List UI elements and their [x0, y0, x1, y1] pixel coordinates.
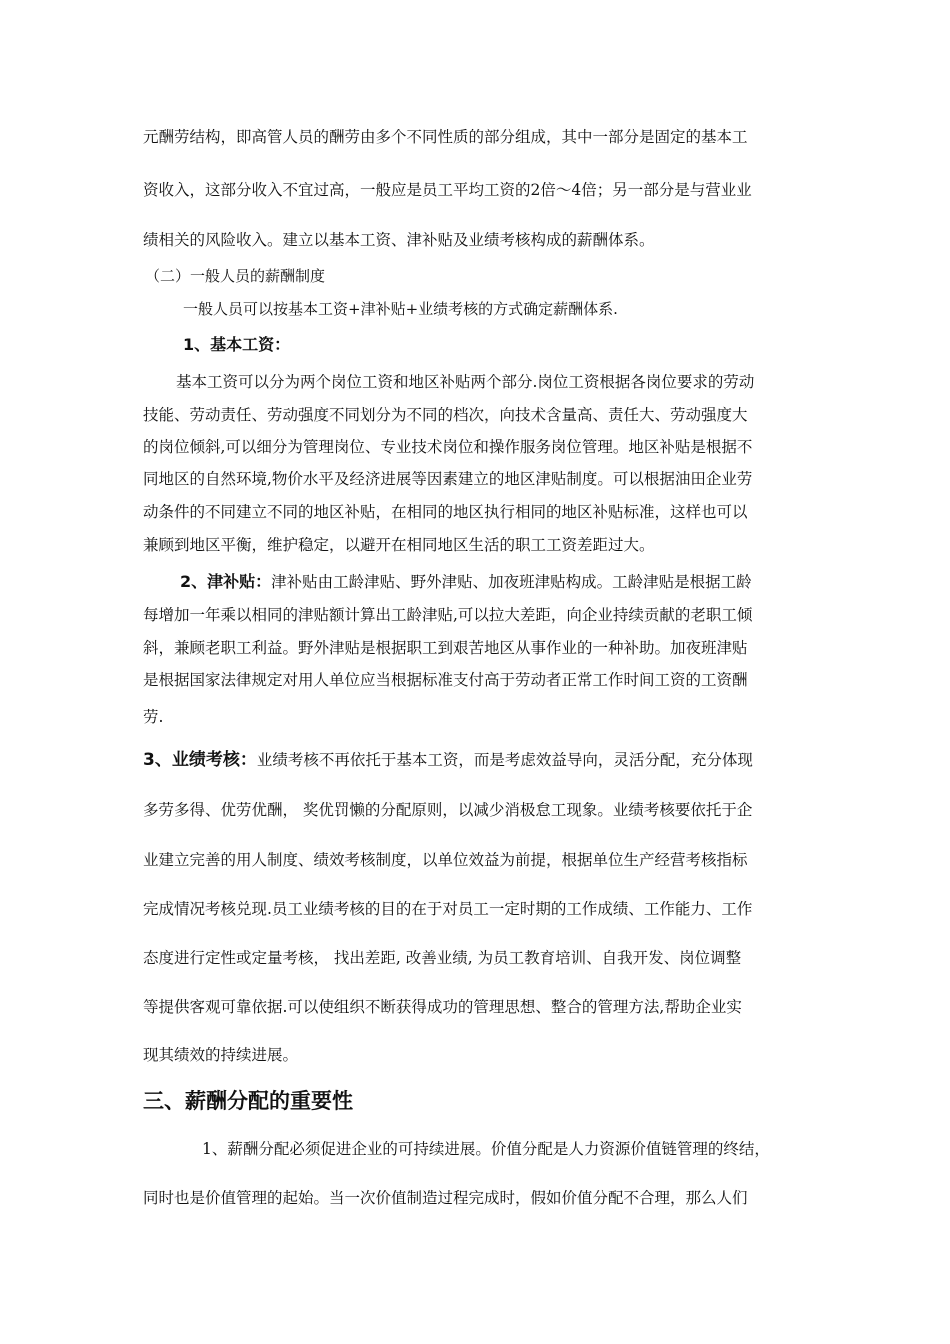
para1-line: 资收入，这部分收入不宜过高，一般应是员工平均工资的2倍～4倍；另一部分是与营业业: [143, 181, 752, 199]
item1-line: 基本工资可以分为两个岗位工资和地区补贴两个部分.岗位工资根据各岗位要求的劳动: [176, 373, 755, 391]
item3-line: 完成情况考核兑现.员工业绩考核的目的在于对员工一定时期的工作成绩、工作能力、工作: [143, 900, 753, 918]
item3-heading: 3、业绩考核：: [143, 750, 257, 770]
item3-line: 多劳多得、优劳优酬， 奖优罚懒的分配原则，以减少消极怠工现象。业绩考核要依托于企: [143, 801, 753, 819]
item2-text: 津补贴由工龄津贴、野外津贴、加夜班津贴构成。工龄津贴是根据工龄: [271, 573, 752, 591]
para1-line: 绩相关的风险收入。建立以基本工资、津补贴及业绩考核构成的薪酬体系。: [143, 231, 655, 249]
item1-heading: 1、基本工资：: [183, 335, 291, 354]
para1-line: 元酬劳结构，即高管人员的酬劳由多个不同性质的部分组成，其中一部分是固定的基本工: [143, 128, 748, 146]
item3-first-line: [143, 750, 753, 770]
section2-intro: 一般人员可以按基本工资+津补贴+业绩考核的方式确定薪酬体系.: [183, 300, 618, 318]
item3-line: 等提供客观可靠依据.可以使组织不断获得成功的管理思想、整合的管理方法,帮助企业实: [143, 998, 742, 1016]
item2-first-line: [180, 572, 752, 592]
item3-line: 业建立完善的用人制度、绩效考核制度，以单位效益为前提，根据单位生产经营考核指标: [143, 851, 748, 869]
item2-heading: 2、津补贴：: [180, 572, 272, 591]
item2-line: 是根据国家法律规定对用人单位应当根据标准支付高于劳动者正常工作时间工资的工资酬: [143, 671, 748, 689]
section3-line: 同时也是价值管理的起始。当一次价值制造过程完成时，假如价值分配不合理，那么人们: [143, 1189, 748, 1207]
item1-line: 的岗位倾斜,可以细分为管理岗位、专业技术岗位和操作服务岗位管理。地区补贴是根据不: [143, 438, 753, 456]
item1-line: 动条件的不同建立不同的地区补贴，在相同的地区执行相同的地区补贴标准，这样也可以: [143, 503, 748, 521]
item3-line: 态度进行定性或定量考核， 找出差距, 改善业绩, 为员工教育培训、自我开发、岗位调整: [143, 949, 742, 967]
item1-line: 同地区的自然环境,物价水平及经济进展等因素建立的地区津贴制度。可以根据油田企业劳: [143, 470, 753, 488]
item2-line: 劳.: [143, 708, 164, 726]
item3-line: 现其绩效的持续进展。: [143, 1046, 299, 1064]
section2-title: （二）一般人员的薪酬制度: [145, 267, 326, 285]
section3-title: 三、薪酬分配的重要性: [143, 1089, 353, 1113]
item1-line: 技能、劳动责任、劳动强度不同划分为不同的档次，向技术含量高、责任大、劳动强度大: [143, 406, 748, 424]
item2-line: 斜，兼顾老职工利益。野外津贴是根据职工到艰苦地区从事作业的一种补助。加夜班津贴: [143, 639, 748, 657]
section3-line: 1、薪酬分配必须促进企业的可持续进展。价值分配是人力资源价值链管理的终结，: [202, 1140, 770, 1158]
item3-text: 业绩考核不再依托于基本工资，而是考虑效益导向，灵活分配，充分体现: [256, 751, 753, 769]
item1-line: 兼顾到地区平衡，维护稳定，以避开在相同地区生活的职工工资差距过大。: [143, 536, 655, 554]
item2-line: 每增加一年乘以相同的津贴额计算出工龄津贴,可以拉大差距，向企业持续贡献的老职工倾: [143, 606, 753, 624]
